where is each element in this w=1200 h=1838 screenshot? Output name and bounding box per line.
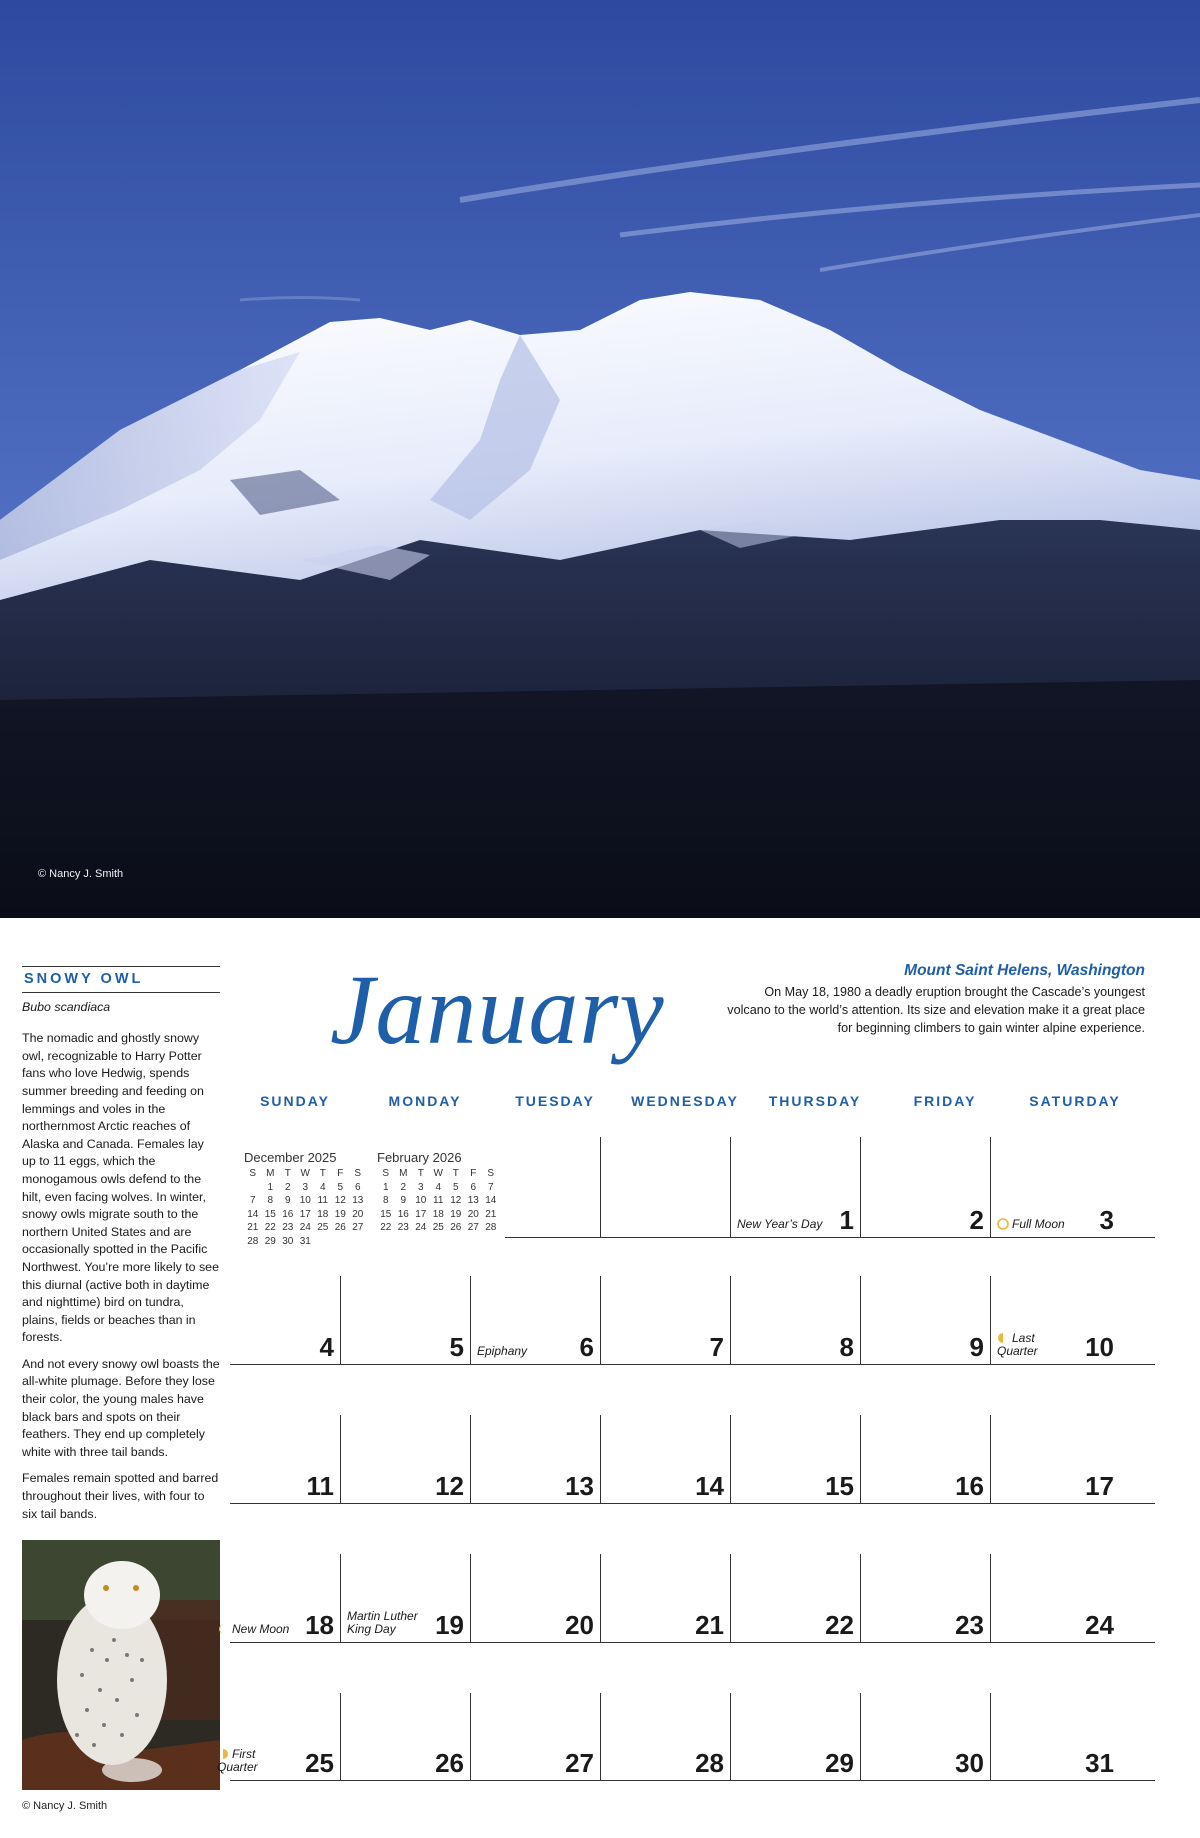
hero-photo (0, 0, 1200, 918)
mini-calendar-header-row (377, 1167, 500, 1181)
mini-calendar-weekday: S (382, 1168, 390, 1180)
mini-calendar-table (244, 1167, 367, 1248)
mini-calendar-day: 21 (485, 1208, 497, 1220)
mini-calendar-header-row (244, 1167, 367, 1181)
day-cell[interactable] (730, 1415, 860, 1503)
month-title: January (330, 954, 665, 1065)
day-cell[interactable] (860, 1693, 990, 1780)
note-text: New Year’s Day (737, 1217, 823, 1231)
mini-calendar-day: 16 (397, 1208, 409, 1220)
mini-calendar-day: 15 (264, 1208, 276, 1220)
note-text: Full Moon (1012, 1217, 1065, 1231)
mini-calendar-weekday: M (399, 1168, 408, 1180)
week-divider (230, 1780, 1155, 1781)
mini-calendar-day: 19 (334, 1208, 346, 1220)
day-cell[interactable] (470, 1554, 600, 1642)
photo-credit: © Nancy J. Smith (38, 868, 124, 880)
mini-calendar-day (314, 1235, 332, 1249)
mini-calendar-day: 10 (299, 1195, 311, 1207)
mini-calendar-day: 12 (334, 1195, 346, 1207)
day-cell[interactable] (860, 1554, 990, 1642)
day-cell[interactable] (340, 1276, 470, 1364)
mini-calendar-weekday: T (417, 1168, 424, 1180)
day-number: 8 (839, 1332, 854, 1362)
mini-calendar-day: 9 (284, 1195, 291, 1207)
mini-calendar-day: 25 (432, 1222, 444, 1234)
mini-calendar-day: 29 (264, 1235, 276, 1247)
day-number: 31 (1085, 1748, 1114, 1778)
day-number: 27 (565, 1748, 594, 1778)
day-number: 1 (839, 1205, 854, 1235)
mini-calendar-day: 23 (282, 1222, 294, 1234)
mini-calendar-weekday: S (354, 1168, 362, 1180)
mini-calendar-title: February 2026 (377, 1150, 462, 1165)
sidebar (22, 966, 220, 1532)
day-cell[interactable] (860, 1276, 990, 1364)
mini-calendar-day: 18 (432, 1208, 444, 1220)
sidebar-paragraph: The nomadic and ghostly snowy owl, recognizable to Harry Potter fans who love Hedwig, spends summer breeding and feeding on lemmings and voles in the northernmost Arctic reaches of Alaska and Canada. Females lay up to 11 eggs, which the monogamous owls defend to the hilt, even facing wolves. In winter, snowy owls migrate south to the northern United States and are occasionally spotted in the Pacific Northwest. You’re more likely to see this diurnal (active both in daytime and nighttime) bird on tundra, plains, fields or beaches than in forests. (22, 1031, 219, 1345)
mini-calendar-week (377, 1181, 500, 1195)
mini-calendar-day: 5 (337, 1181, 344, 1193)
day-number: 5 (449, 1332, 464, 1362)
day-number: 28 (695, 1748, 724, 1778)
day-cell[interactable] (340, 1554, 470, 1642)
mini-calendar-weekday: W (300, 1168, 310, 1180)
mini-calendar-day: 28 (485, 1222, 497, 1234)
note-text: New Moon (232, 1622, 290, 1636)
day-number: 18 (305, 1610, 334, 1640)
day-number: 21 (695, 1610, 724, 1640)
day-number: 29 (825, 1748, 854, 1778)
scientific-name: Bubo scandiaca (22, 999, 111, 1014)
moon-phase-label (997, 1218, 1092, 1231)
mini-calendar-week (377, 1194, 500, 1208)
mini-calendar-day: 11 (317, 1195, 328, 1207)
mini-calendar-day: 3 (417, 1181, 424, 1193)
day-number: 3 (1099, 1205, 1114, 1235)
sidebar-title: SNOWY OWL (22, 966, 220, 993)
mini-calendar-day: 5 (452, 1181, 459, 1193)
moon-first-icon (217, 1748, 229, 1760)
day-cell[interactable] (860, 1415, 990, 1503)
mini-calendar-day: 7 (487, 1181, 494, 1193)
mini-calendar-day: 15 (380, 1208, 392, 1220)
day-number: 4 (319, 1332, 334, 1362)
day-cell[interactable] (470, 1276, 600, 1364)
mini-calendar-day: 18 (317, 1208, 329, 1220)
day-number: 14 (695, 1471, 724, 1501)
mini-calendar-weekday: T (452, 1168, 459, 1180)
day-number: 9 (969, 1332, 984, 1362)
mini-calendar-day: 4 (319, 1181, 326, 1193)
day-number: 2 (969, 1205, 984, 1235)
day-number: 25 (305, 1748, 334, 1778)
mini-calendar-day: 16 (282, 1208, 294, 1220)
mini-calendar-day: 10 (415, 1195, 427, 1207)
note-text: Last Quarter (997, 1331, 1038, 1358)
mini-calendar-weekday: W (433, 1168, 443, 1180)
mini-calendar-day: 4 (435, 1181, 442, 1193)
mini-calendar-week (377, 1221, 500, 1235)
mini-calendar-day: 14 (485, 1195, 497, 1207)
mini-calendar-day: 14 (247, 1208, 259, 1220)
owl-photo-credit: © Nancy J. Smith (22, 1800, 108, 1812)
day-cell[interactable] (340, 1415, 470, 1503)
day-cell[interactable] (600, 1276, 730, 1364)
mountain-photo (0, 0, 1200, 918)
mini-calendar-day: 21 (247, 1222, 259, 1234)
mini-calendar-day: 20 (467, 1208, 479, 1220)
day-number: 17 (1085, 1471, 1114, 1501)
mini-calendar-day (349, 1235, 367, 1249)
mini-calendar-day: 8 (267, 1195, 274, 1207)
day-cell[interactable] (600, 1415, 730, 1503)
week-divider (505, 1237, 1155, 1238)
note-text: Epiphany (477, 1344, 528, 1358)
day-cell[interactable] (990, 1137, 1120, 1237)
day-cell[interactable] (860, 1137, 990, 1237)
day-number: 19 (435, 1610, 464, 1640)
holiday-label (477, 1345, 572, 1358)
weekday-sunday: SUNDAY (260, 1093, 330, 1109)
mini-calendar-day: 26 (450, 1222, 462, 1234)
mini-calendar-day (244, 1181, 262, 1195)
mini-calendar-day: 24 (299, 1222, 311, 1234)
moon-phase-label (217, 1748, 295, 1774)
day-number: 30 (955, 1748, 984, 1778)
mini-calendar-day: 25 (317, 1222, 329, 1234)
day-cell[interactable] (340, 1693, 470, 1780)
day-cell[interactable] (470, 1415, 600, 1503)
mini-calendar-weekday: T (284, 1168, 291, 1180)
mini-calendar-day: 19 (450, 1208, 462, 1220)
sidebar-paragraph: And not every snowy owl boasts the all-white plumage. Before they lose their color, the young males have black bars and spots on their feathers. They end up completely white with three tail bands. (22, 1356, 220, 1459)
mini-calendar-next (377, 1150, 500, 1235)
mini-calendar-day: 2 (284, 1181, 291, 1193)
weekday-thursday: THURSDAY (768, 1093, 862, 1109)
mini-calendar-day: 13 (467, 1195, 479, 1207)
mini-calendar-weekday: M (266, 1168, 275, 1180)
weekday-tuesday: TUESDAY (515, 1093, 595, 1109)
mini-calendar-day: 6 (470, 1181, 477, 1193)
day-number: 22 (825, 1610, 854, 1640)
weekday-header (230, 1093, 1140, 1113)
mini-calendar-day: 3 (302, 1181, 309, 1193)
day-cell[interactable] (730, 1276, 860, 1364)
mini-calendar-previous (244, 1150, 367, 1248)
moon-phase-label (997, 1332, 1075, 1358)
week-divider (230, 1503, 1155, 1504)
mini-calendar-weekday: S (487, 1168, 495, 1180)
mini-calendar-day: 12 (450, 1195, 462, 1207)
day-cell[interactable] (600, 1693, 730, 1780)
day-number: 20 (565, 1610, 594, 1640)
weekday-friday: FRIDAY (913, 1093, 977, 1109)
mini-calendar-day: 30 (282, 1235, 294, 1247)
mini-calendar-day: 17 (299, 1208, 311, 1220)
mini-calendar-day: 6 (354, 1181, 361, 1193)
mini-calendar-title: December 2025 (244, 1150, 337, 1165)
location-description: On May 18, 1980 a deadly eruption brought the Cascade’s youngest volcano to the world’s attention. Its size and elevation make it a great place for beginning climbers to gain winter alpine experience. (727, 985, 1145, 1035)
moon-full-icon (997, 1218, 1009, 1230)
location-title: Mount Saint Helens, Washington (904, 962, 1145, 979)
mini-calendar-day: 27 (467, 1222, 479, 1234)
day-number: 23 (955, 1610, 984, 1640)
mini-calendar-day: 8 (382, 1195, 389, 1207)
note-text: First Quarter (217, 1747, 258, 1774)
mini-calendar-weekday: S (249, 1168, 257, 1180)
day-cell[interactable] (990, 1276, 1120, 1364)
mini-calendar-week (377, 1208, 500, 1222)
mini-calendar-weekday: T (319, 1168, 326, 1180)
mini-calendar-day: 24 (415, 1222, 427, 1234)
mini-calendar-week (244, 1181, 367, 1195)
weekday-monday: MONDAY (388, 1093, 462, 1109)
mini-calendar-day: 1 (267, 1181, 274, 1193)
moon-phase-label (217, 1623, 295, 1636)
mini-calendar-day: 20 (352, 1208, 364, 1220)
day-cell[interactable] (990, 1554, 1120, 1642)
mini-calendar-day: 31 (299, 1235, 311, 1247)
mini-calendar-day: 28 (247, 1235, 259, 1247)
weekday-saturday: SATURDAY (1029, 1093, 1121, 1109)
mini-calendar-week (244, 1221, 367, 1235)
mini-calendar-table (377, 1167, 500, 1235)
week-divider (230, 1364, 1155, 1365)
mini-calendar-day: 9 (400, 1195, 407, 1207)
note-text: Martin Luther King Day (347, 1609, 418, 1636)
day-cell[interactable] (730, 1554, 860, 1642)
day-cell[interactable] (730, 1137, 860, 1237)
day-number: 16 (955, 1471, 984, 1501)
day-cell[interactable] (470, 1693, 600, 1780)
mini-calendar-day: 23 (397, 1222, 409, 1234)
day-number: 26 (435, 1748, 464, 1778)
day-cell[interactable] (210, 1276, 340, 1364)
holiday-label (737, 1218, 832, 1231)
day-number: 12 (435, 1471, 464, 1501)
mini-calendar-weekday: F (337, 1168, 344, 1180)
mini-calendar-day: 11 (433, 1195, 444, 1207)
day-cell[interactable] (600, 1554, 730, 1642)
location-caption (725, 962, 1145, 1037)
mini-calendar-day: 27 (352, 1222, 364, 1234)
mini-calendar-week (244, 1194, 367, 1208)
day-number: 24 (1085, 1610, 1114, 1640)
day-cell[interactable] (210, 1554, 340, 1642)
day-separator (600, 1137, 601, 1237)
day-cell[interactable] (210, 1693, 340, 1780)
day-cell[interactable] (990, 1415, 1120, 1503)
day-cell[interactable] (210, 1415, 340, 1503)
mini-calendar-week (244, 1208, 367, 1222)
day-number: 10 (1085, 1332, 1114, 1362)
sidebar-paragraph: Females remain spotted and barred throughout their lives, with four to six tail bands. (22, 1471, 219, 1521)
mini-calendar-day: 2 (400, 1181, 407, 1193)
mini-calendar-day: 13 (352, 1195, 364, 1207)
moon-last-icon (997, 1332, 1009, 1344)
mini-calendar-day: 17 (415, 1208, 427, 1220)
owl-image (22, 1540, 220, 1790)
holiday-label (347, 1610, 425, 1636)
day-number: 7 (709, 1332, 724, 1362)
day-number: 6 (579, 1332, 594, 1362)
day-number: 13 (565, 1471, 594, 1501)
mini-calendar-day: 7 (249, 1195, 256, 1207)
day-number: 11 (306, 1471, 334, 1501)
week-divider (230, 1642, 1155, 1643)
mini-calendar-day (332, 1235, 350, 1249)
moon-new-icon (217, 1623, 229, 1635)
weekday-wednesday: WEDNESDAY (631, 1093, 739, 1109)
day-cell[interactable] (730, 1693, 860, 1780)
mini-calendar-day: 22 (380, 1222, 392, 1234)
mini-calendar-weekday: F (470, 1168, 477, 1180)
mini-calendar-day: 26 (334, 1222, 346, 1234)
day-number: 15 (825, 1471, 854, 1501)
snowy-owl-photo (22, 1540, 220, 1790)
mini-calendar-day: 22 (264, 1222, 276, 1234)
day-cell[interactable] (990, 1693, 1120, 1780)
mini-calendar-week (244, 1235, 367, 1249)
mini-calendar-day: 1 (382, 1181, 389, 1193)
